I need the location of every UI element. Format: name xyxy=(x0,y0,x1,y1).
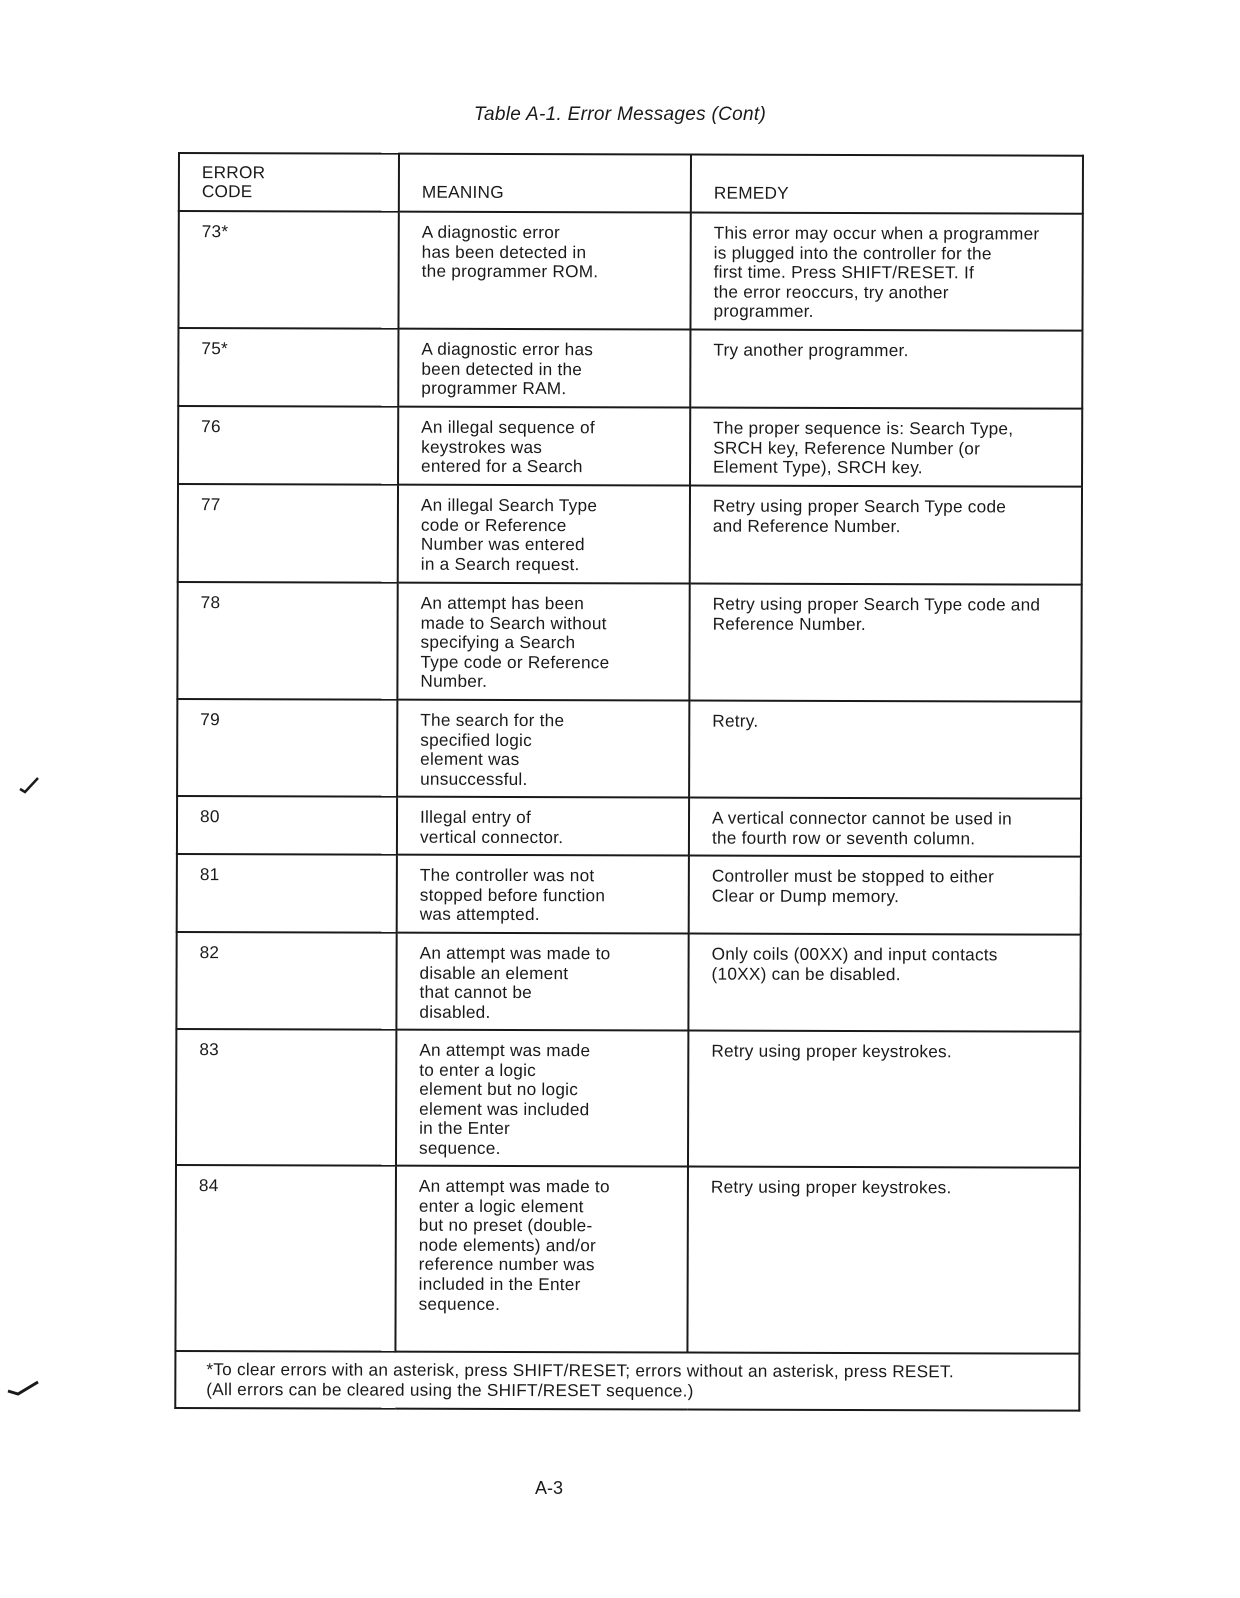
table-row xyxy=(178,406,1082,487)
footnote: *To clear errors with an asterisk, press SHIFT/RESET; errors without an asterisk, press RESET. (All errors can be cleared using the SHIFT/RESET sequence.) xyxy=(175,1351,1079,1411)
remedy-cell: Only coils (00XX) and input contacts (10XX) can be disabled. xyxy=(688,934,1080,1032)
meaning-cell: An attempt was made to enter a logic element but no logic element was included in the Enter sequence. xyxy=(396,1030,688,1167)
table-row xyxy=(177,699,1081,799)
meaning-cell: The controller was not stopped before function was attempted. xyxy=(397,855,689,934)
meaning-cell: An illegal Search Type code or Reference Number was entered in a Search request. xyxy=(398,485,690,584)
table-row xyxy=(178,211,1082,331)
table-row xyxy=(177,854,1081,935)
table-row xyxy=(178,328,1082,409)
error-code-cell: 76 xyxy=(178,406,398,485)
table-row xyxy=(176,1029,1080,1168)
remedy-cell: Try another programmer. xyxy=(690,330,1082,409)
remedy-cell: A vertical connector cannot be used in the fourth row or seventh column. xyxy=(689,798,1081,857)
table-row xyxy=(177,796,1081,857)
error-code-cell: 80 xyxy=(177,796,397,855)
remedy-cell: Retry. xyxy=(689,701,1081,799)
error-code-cell: 73* xyxy=(178,211,398,329)
error-code-cell: 83 xyxy=(176,1029,396,1166)
margin-check-mark xyxy=(6,1378,40,1400)
table-row xyxy=(176,932,1080,1032)
error-code-cell: 81 xyxy=(177,854,397,933)
table-row xyxy=(177,582,1081,702)
header-meaning: MEANING xyxy=(399,154,691,213)
meaning-cell: Illegal entry of vertical connector. xyxy=(397,797,689,856)
meaning-cell: An attempt was made to disable an element that cannot be disabled. xyxy=(396,933,688,1031)
meaning-cell: An attempt was made to enter a logic element but no preset (double- node elements) and/or reference number was included in the Enter sequence. xyxy=(395,1166,688,1353)
remedy-cell: This error may occur when a programmer is plugged into the controller for the first time. Press SHIFT/RESET. If the error reoccurs, try another programmer. xyxy=(690,213,1082,331)
error-code-cell: 82 xyxy=(176,932,396,1030)
error-messages-table xyxy=(174,152,1084,1412)
remedy-cell: Retry using proper Search Type code and Reference Number. xyxy=(689,584,1081,702)
header-error-code: ERROR CODE xyxy=(179,153,399,212)
table-header-row xyxy=(179,153,1083,214)
error-code-cell: 79 xyxy=(177,699,397,797)
remedy-cell: The proper sequence is: Search Type, SRCH key, Reference Number (or Element Type), SRCH key. xyxy=(690,408,1082,487)
meaning-cell: An illegal sequence of keystrokes was entered for a Search xyxy=(398,407,690,486)
meaning-cell: The search for the specified logic element was unsuccessful. xyxy=(397,700,689,798)
error-code-cell: 78 xyxy=(177,582,397,700)
remedy-cell: Controller must be stopped to either Clear or Dump memory. xyxy=(689,856,1081,935)
remedy-cell: Retry using proper keystrokes. xyxy=(688,1031,1080,1168)
remedy-cell: Retry using proper Search Type code and Reference Number. xyxy=(690,486,1082,585)
header-remedy: REMEDY xyxy=(691,155,1083,214)
footnote-row xyxy=(175,1351,1079,1411)
meaning-cell: An attempt has been made to Search without specifying a Search Type code or Reference Number. xyxy=(397,583,689,701)
page-number: A-3 xyxy=(535,1478,564,1498)
table-row xyxy=(178,484,1082,585)
table-caption: Table A-1. Error Messages (Cont) xyxy=(473,104,767,125)
margin-check-mark xyxy=(18,775,40,795)
remedy-cell: Retry using proper keystrokes. xyxy=(687,1167,1080,1354)
error-code-cell: 84 xyxy=(175,1165,396,1352)
error-code-cell: 75* xyxy=(178,328,398,407)
meaning-cell: A diagnostic error has been detected in the programmer RAM. xyxy=(398,329,690,408)
table-row xyxy=(175,1165,1080,1354)
error-code-cell: 77 xyxy=(178,484,398,583)
meaning-cell: A diagnostic error has been detected in the programmer ROM. xyxy=(398,212,690,330)
